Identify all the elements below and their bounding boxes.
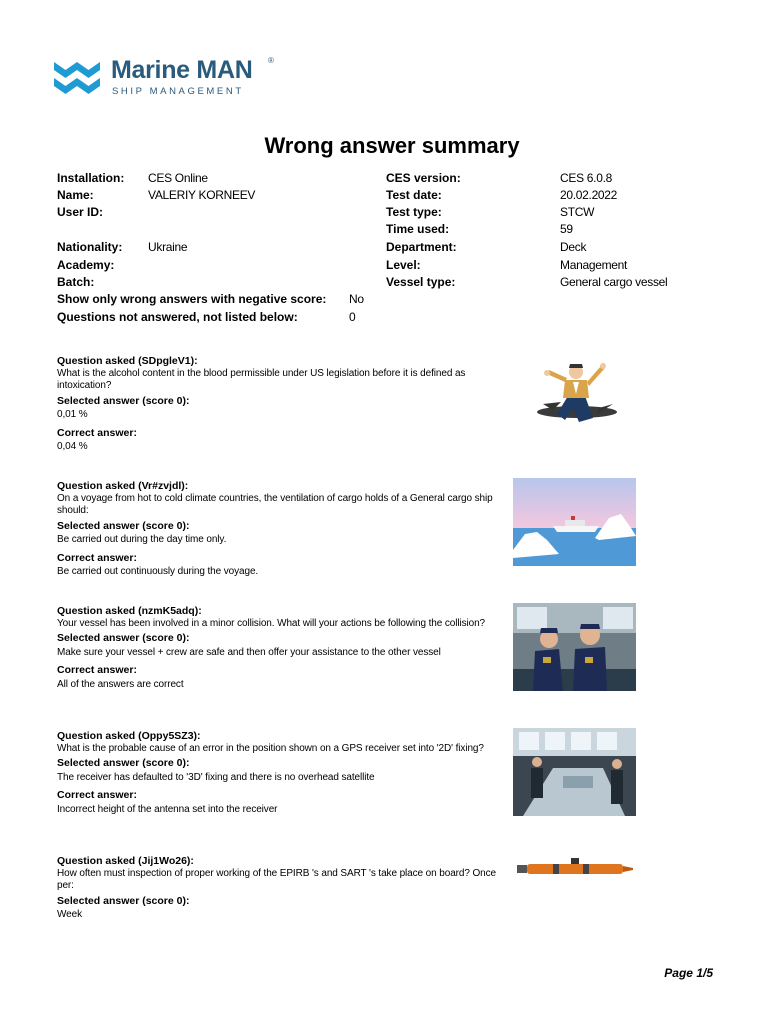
question-block [57, 480, 497, 579]
correct-answer-label: Correct answer: [57, 551, 137, 564]
question-block [57, 355, 497, 454]
selected-answer-label: Selected answer (score 0): [57, 632, 190, 644]
selected-answer-label: Selected answer (score 0): [57, 757, 190, 769]
question-heading: Question asked (Oppy5SZ3): [57, 730, 201, 742]
correct-answer-label: Correct answer: [57, 664, 137, 676]
test-type-value: STCW [560, 205, 595, 219]
ces-version-value: CES 6.0.8 [560, 171, 612, 185]
nationality-label: Nationality: [57, 240, 123, 254]
ces-version-label: CES version: [386, 171, 461, 185]
batch-label: Batch: [57, 275, 95, 289]
selected-answer-text: Be carried out during the day time only. [57, 534, 227, 545]
dancing-officer-image [513, 352, 636, 440]
question-text: How often must inspection of proper working of the EPIRB 's and SART 's take place on board? Once per: [57, 867, 496, 891]
department-label: Department: [386, 240, 457, 254]
correct-answer-text: All of the answers are correct [57, 678, 184, 690]
question-illustration [513, 352, 636, 440]
level-label: Level: [386, 258, 421, 272]
not-answered-label: Questions not answered, not listed below: [57, 310, 298, 324]
selected-answer-text: 0,01 % [57, 409, 88, 420]
page-number: Page 1/5 [664, 966, 713, 980]
selected-answer-label: Selected answer (score 0): [57, 519, 190, 532]
time-used-value: 59 [560, 222, 573, 236]
negative-score-label: Show only wrong answers with negative score: [57, 292, 327, 306]
test-date-label: Test date: [386, 188, 442, 202]
selected-answer-text: Make sure your vessel + crew are safe and then offer your assistance to the other vessel [57, 646, 441, 658]
correct-answer-text: Incorrect height of the antenna set into the receiver [57, 803, 278, 815]
question-heading: Question asked (Vr#zvjdl): [57, 480, 189, 492]
vessel-type-label: Vessel type: [386, 275, 456, 289]
academy-label: Academy: [57, 258, 115, 272]
wave-logo-icon [54, 60, 100, 96]
nationality-value: Ukraine [148, 240, 188, 254]
time-used-label: Time used: [386, 222, 450, 236]
selected-answer-text: The receiver has defaulted to '3D' fixing and there is no overhead satellite [57, 771, 375, 783]
logo-name: Marine MAN [111, 56, 253, 84]
page-title: Wrong answer summary [264, 133, 520, 158]
question-text: What is the probable cause of an error in the position shown on a GPS receiver set into '2D' fixing? [57, 742, 484, 754]
department-value: Deck [560, 240, 587, 254]
not-answered-value: 0 [349, 310, 356, 324]
correct-answer-label: Correct answer: [57, 426, 137, 439]
company-logo [54, 56, 284, 102]
ship-and-icebergs-image [513, 478, 636, 566]
ship-bridge-interior-image [513, 728, 636, 816]
bridge-officers-image [513, 603, 636, 691]
question-block [57, 730, 497, 816]
question-heading: Question asked (Jij1Wo26): [57, 855, 194, 867]
question-illustration [513, 603, 636, 691]
selected-answer-label: Selected answer (score 0): [57, 894, 190, 907]
negative-score-value: No [349, 292, 364, 306]
epirb-beacon-image [513, 852, 636, 892]
logo-registered-mark: ® [268, 56, 274, 65]
question-illustration [513, 478, 636, 566]
question-block [57, 855, 497, 922]
name-label: Name: [57, 188, 94, 202]
question-block [57, 605, 497, 691]
name-value: VALERIY KORNEEV [148, 188, 256, 202]
question-illustration [513, 852, 636, 892]
test-type-label: Test type: [386, 205, 442, 219]
correct-answer-text: 0,04 % [57, 441, 88, 452]
question-text: On a voyage from hot to cold climate countries, the ventilation of cargo holds of a General cargo ship should: [57, 492, 493, 516]
selected-answer-text: Week [57, 909, 82, 920]
correct-answer-label: Correct answer: [57, 789, 137, 801]
test-date-value: 20.02.2022 [560, 188, 618, 202]
installation-label: Installation: [57, 171, 125, 185]
question-text: What is the alcohol content in the blood permissible under US legislation before it is defined as intoxication? [57, 367, 466, 391]
question-text: Your vessel has been involved in a minor collision. What will your actions be following the collision? [57, 617, 485, 629]
correct-answer-text: Be carried out continuously during the voyage. [57, 566, 259, 577]
selected-answer-label: Selected answer (score 0): [57, 394, 190, 407]
question-heading: Question asked (nzmK5adq): [57, 605, 202, 617]
question-illustration [513, 728, 636, 816]
level-value: Management [560, 258, 628, 272]
logo-subtitle: SHIP MANAGEMENT [112, 86, 244, 97]
question-heading: Question asked (SDpgleV1): [57, 355, 198, 367]
installation-value: CES Online [148, 171, 208, 185]
vessel-type-value: General cargo vessel [560, 275, 668, 289]
user-id-label: User ID: [57, 205, 104, 219]
